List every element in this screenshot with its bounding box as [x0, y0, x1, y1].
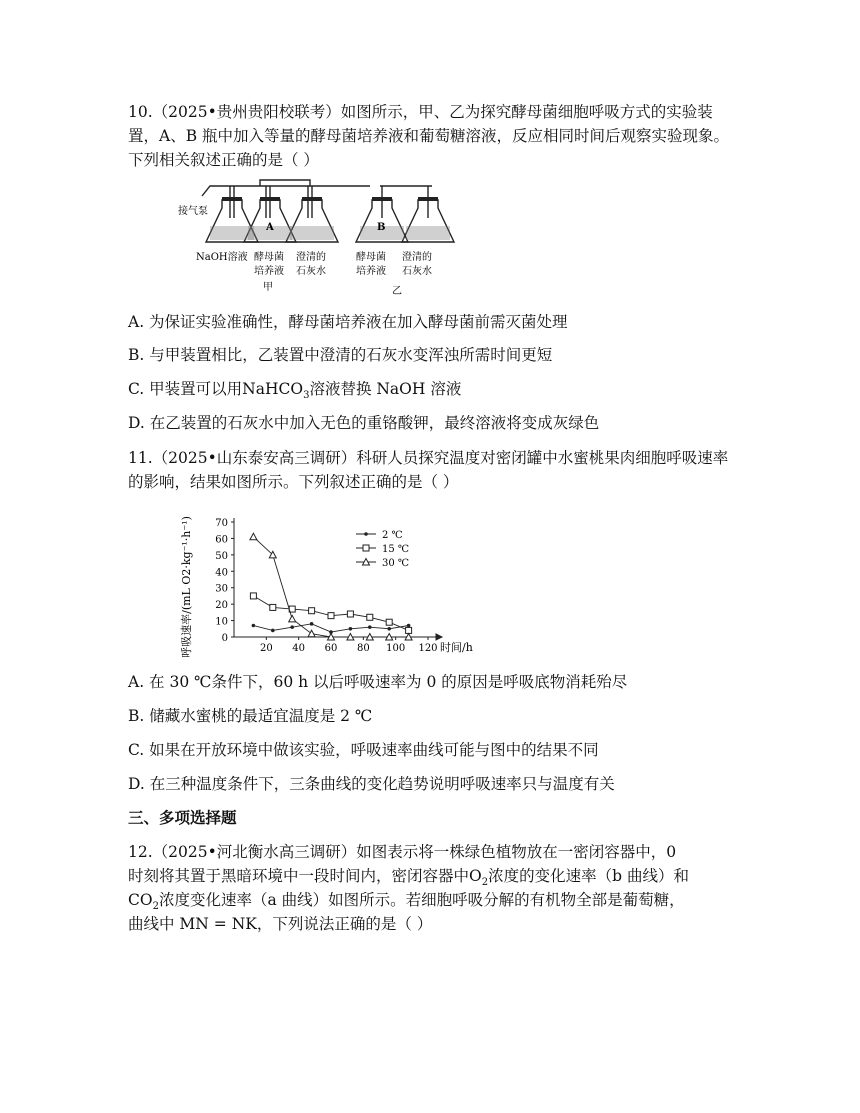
data-point — [290, 625, 294, 629]
y-tick-label: 70 — [215, 518, 228, 529]
x-axis-label: 时间/h — [440, 641, 473, 654]
legend-label: 30 ℃ — [382, 558, 410, 569]
data-point — [349, 627, 353, 631]
section-3-title: 三、多项选择题 — [128, 808, 237, 827]
data-point — [270, 604, 276, 610]
x-tick-label: 60 — [324, 643, 338, 654]
legend-label: 2 ℃ — [382, 530, 403, 541]
data-point — [386, 619, 392, 625]
lime-label-line2: 石灰水 — [296, 266, 326, 277]
data-point — [289, 615, 296, 622]
y-tick-label: 20 — [215, 600, 228, 612]
data-point — [328, 613, 334, 619]
yeast-b-label-line1: 酵母菌 — [356, 252, 386, 263]
question-11-stem: 11.（2025•山东泰安高三调研）科研人员探究温度对密闭罐中水蜜桃果肉细胞呼吸速率的影响，结果如图所示。下列叙述正确的是（ ） — [128, 449, 729, 491]
lime-b-label-line2: 石灰水 — [402, 266, 432, 277]
data-point — [250, 593, 256, 599]
yeast-label-line1: 酵母菌 — [254, 252, 284, 263]
question-12-line3: $CO_2$浓度变化速率（a 曲线）如图所示。若细胞呼吸分解的有机物全部是葡萄糖， — [128, 891, 685, 913]
y-tick-label: 40 — [215, 567, 228, 579]
question-12-line4: 曲线中 MN = NK，下列说法正确的是（ ） — [128, 915, 433, 933]
setup-jia-label: 甲 — [263, 282, 273, 293]
x-tick-label: 120 — [418, 643, 438, 654]
setup-yi-label: 乙 — [392, 286, 402, 297]
respiration-rate-chart — [178, 512, 478, 662]
flask-a-letter: A — [266, 222, 274, 233]
question-11-option-b: B. 储藏水蜜桃的最适宜温度是 2 ℃ — [128, 707, 373, 725]
data-point — [368, 625, 372, 629]
data-point — [387, 627, 391, 631]
data-point — [250, 533, 257, 540]
question-10-stem: 10.（2025•贵州贵阳校联考）如图所示，甲、乙为探究酵母菌细胞呼吸方式的实验装置，A、B 瓶中加入等量的酵母菌培养液和葡萄糖溶液，反应相同时间后观察实验现象。下列相关叙述正确的是（ ） — [128, 103, 730, 169]
question-12-line2: 时刻将其置于黑暗环境中一段时间内，密闭容器中$O_2$浓度的变化速率（b 曲线）和 — [128, 867, 689, 889]
question-11-option-c: C. 如果在开放环境中做该实验，呼吸速率曲线可能与图中的结果不同 — [128, 741, 599, 759]
flask-b-letter: B — [377, 222, 386, 233]
pump-label: 接气泵 — [178, 206, 208, 217]
lime-label-line1: 澄清的 — [296, 252, 326, 263]
x-tick-label: 80 — [356, 643, 370, 654]
data-point — [310, 622, 314, 626]
data-point — [309, 608, 315, 614]
data-point — [271, 629, 275, 633]
legend-label: 15 ℃ — [382, 544, 410, 555]
data-point — [347, 611, 353, 617]
yeast-label-line2: 培养液 — [254, 266, 284, 277]
yeast-apparatus-figure — [170, 178, 460, 298]
x-tick-label: 40 — [292, 643, 306, 654]
data-point — [367, 614, 373, 620]
y-tick-label: 0 — [221, 633, 228, 644]
y-tick-label: 50 — [215, 550, 228, 562]
x-tick-label: 100 — [386, 643, 406, 654]
question-10-option-c: C. 甲装置可以用NaHCO$_3$溶液替换 NaOH 溶液 — [128, 380, 462, 402]
data-point — [308, 630, 315, 637]
question-11-option-a: A. 在 30 ℃条件下，60 h 以后呼吸速率为 0 的原因是呼吸底物消耗殆尽 — [128, 673, 628, 691]
data-point — [407, 624, 411, 628]
question-10-option-b: B. 与甲装置相比，乙装置中澄清的石灰水变浑浊所需时间更短 — [128, 346, 553, 364]
naoh-label: NaOH溶液 — [196, 252, 248, 263]
question-10-option-a: A. 为保证实验准确性，酵母菌培养液在加入酵母菌前需灭菌处理 — [128, 313, 568, 331]
lime-b-label-line1: 澄清的 — [402, 252, 432, 263]
x-tick-label: 20 — [259, 643, 273, 654]
y-tick-label: 10 — [215, 616, 228, 628]
y-tick-label: 60 — [215, 534, 228, 546]
data-point — [252, 624, 256, 628]
y-axis-label: 呼吸速率/(mL O2·kg⁻¹·h⁻¹) — [180, 516, 193, 658]
data-point — [363, 545, 369, 551]
y-tick-label: 30 — [215, 583, 228, 595]
question-12-line1: 12.（2025•河北衡水高三调研）如图表示将一株绿色植物放在一密闭容器中，0 — [128, 843, 677, 861]
yeast-b-label-line2: 培养液 — [356, 266, 386, 277]
x-axis-arrow — [436, 634, 442, 640]
question-11-option-d: D. 在三种温度条件下，三条曲线的变化趋势说明呼吸速率只与温度有关 — [128, 775, 615, 793]
question-10-option-d: D. 在乙装置的石灰水中加入无色的重铬酸钾，最终溶液将变成灰绿色 — [128, 414, 600, 432]
series-2 — [250, 593, 411, 634]
data-point — [364, 532, 368, 536]
